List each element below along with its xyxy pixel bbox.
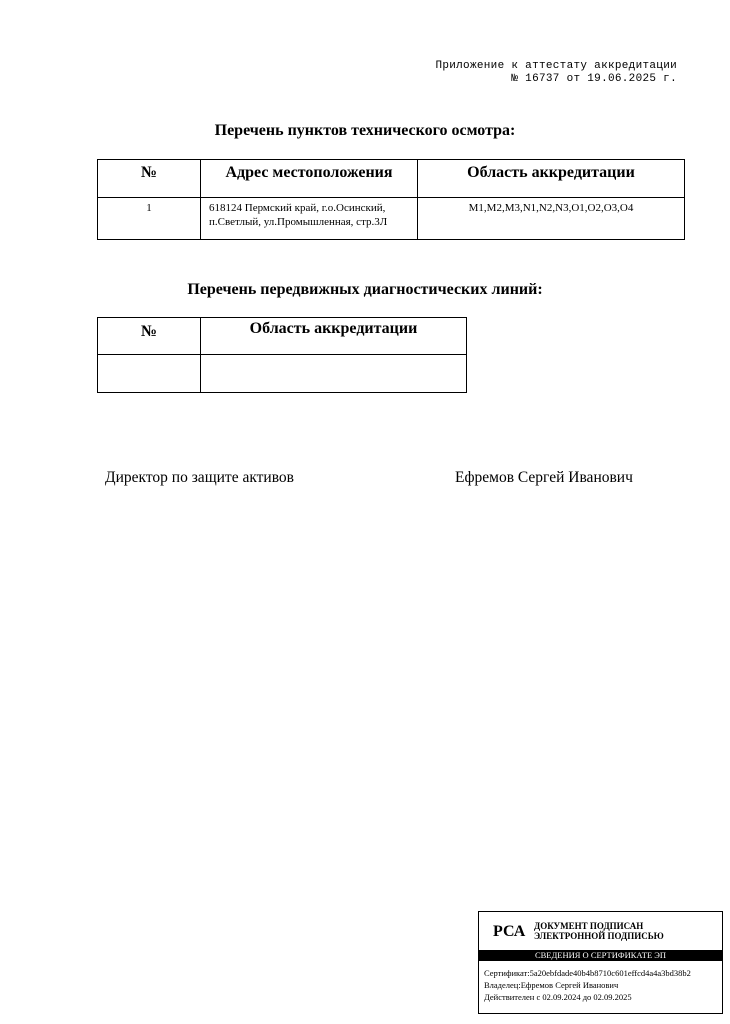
attachment-note-line2: № 16737 от 19.06.2025 г. (511, 73, 677, 85)
certificate-owner: Владелец:Ефремов Сергей Иванович (484, 980, 619, 990)
certificate-number: Сертификат:5a20ebfdade40b4b8710c601effcd4a4a3bd38b2 (484, 968, 691, 978)
stamp-title-line1: ДОКУМЕНТ ПОДПИСАН (534, 921, 644, 931)
stamp-title-line2: ЭЛЕКТРОННОЙ ПОДПИСЬЮ (534, 931, 664, 941)
attachment-note (435, 60, 677, 86)
table-header-row (98, 160, 685, 198)
row-scope (201, 355, 467, 393)
signatory-name: Ефремов Сергей Иванович (455, 469, 633, 486)
row-scope: M1,M2,M3,N1,N2,N3,O1,O2,O3,O4 (418, 198, 685, 240)
signatory-position: Директор по защите активов (105, 469, 295, 486)
row-address: 618124 Пермский край, г.о.Осинский, п.Светлый, ул.Промышленная, стр.3Л (201, 198, 418, 240)
row-number (98, 355, 201, 393)
inspection-points-table (97, 159, 685, 240)
table-header-row (98, 318, 467, 355)
row-number: 1 (98, 198, 201, 240)
column-header-number: № (98, 318, 201, 355)
column-header-scope: Область аккредитации (418, 160, 685, 198)
table-row (98, 198, 685, 240)
stamp-title (534, 921, 664, 941)
certificate-validity: Действителен с 02.09.2024 до 02.09.2025 (484, 992, 632, 1002)
electronic-signature-stamp (478, 911, 723, 1014)
mobile-lines-table (97, 317, 467, 393)
rsa-logo: РСА (493, 923, 526, 940)
mobile-lines-title: Перечень передвижных диагностических линий: (187, 281, 543, 298)
certificate-info-band: СВЕДЕНИЯ О СЕРТИФИКАТЕ ЭП (479, 950, 722, 961)
table-row (98, 355, 467, 393)
inspection-points-title: Перечень пунктов технического осмотра: (214, 122, 516, 139)
column-header-scope: Область аккредитации (201, 318, 467, 355)
column-header-address: Адрес местоположения (201, 160, 418, 198)
column-header-number: № (98, 160, 201, 198)
attachment-note-line1: Приложение к аттестату аккредитации (435, 60, 677, 72)
